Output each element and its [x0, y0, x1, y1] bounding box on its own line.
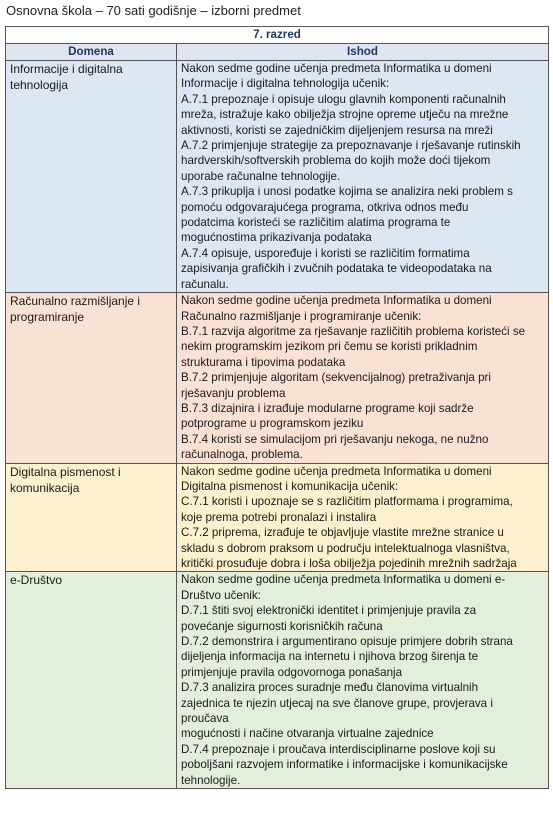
table-row: [6, 572, 549, 789]
grade-row: [6, 27, 549, 44]
outcome-line: rješavanju problema: [181, 386, 286, 400]
outcome-line: Računalno razmišljanje i programiranje učenik:: [181, 309, 422, 323]
column-header-outcome: Ishod: [177, 44, 549, 61]
curriculum-table: [5, 26, 549, 789]
outcome-line: A.7.4 opisuje, uspoređuje i koristi se različitim formatima: [181, 246, 470, 260]
grade-label: 7. razred: [6, 27, 549, 44]
outcome-line: zajednica te njezin utjecaj na sve članove grupe, provjerava i: [181, 696, 493, 710]
outcome-line: mogućnostima prikazivanja podataka: [181, 231, 372, 245]
outcome-line: proučava: [181, 712, 229, 726]
outcome-line: B.7.3 dizajnira i izrađuje modularne programe koji sadrže: [181, 401, 474, 415]
domain-cell: Informacije i digitalna tehnologija: [6, 61, 177, 293]
outcome-line: Nakon sedme godine učenja predmeta Informatika u domeni e-: [181, 573, 506, 587]
table-row: [6, 463, 549, 572]
outcome-line: strukturama i tipovima podataka: [181, 355, 346, 369]
outcome-line: skladu s dobrom praksom u području intelektualnoga vlasništva,: [181, 541, 510, 555]
outcome-line: primjenjuje pravila odgovornoga ponašanja: [181, 665, 403, 679]
outcome-line: računalnoga, problema.: [181, 448, 303, 462]
outcome-line: tehnologije.: [181, 773, 241, 787]
outcome-line: D.7.3 analizira proces suradnje među članovima virtualnih: [181, 681, 479, 695]
outcome-line: C.7.2 priprema, izrađuje te objavljuje vlastite mrežne stranice u: [181, 526, 504, 540]
outcome-line: kritički prosuđuje dobra i loša obilježja pojedinih mrežnih sadržaja: [181, 557, 517, 570]
outcome-line: hardverskih/softverskih problema do kojih može doći tijekom: [181, 154, 491, 168]
outcome-line: aktivnosti, koristi se zajedničkim dijeljenjem resursa na mreži: [181, 123, 493, 137]
outcome-line: zapisivanja grafičkih i zvučnih podataka te videopodataka na: [181, 262, 492, 276]
outcome-line: koje prema potrebi pronalazi i instalira: [181, 510, 377, 524]
outcome-line: B.7.2 primjenjuje algoritam (sekvencijalnog) pretraživanja pri: [181, 371, 491, 385]
outcome-cell: [177, 293, 549, 463]
outcome-line: D.7.4 prepoznaje i proučava interdisciplinarne poslove koji su: [181, 742, 496, 756]
outcome-line: podatcima koristeći se različitim alatima programa te: [181, 216, 451, 230]
outcome-line: poboljšani razvojem informatike i informacijske i komunikacijske: [181, 758, 508, 772]
outcome-line: mreža, istražuje kako obilježja strojne opreme utječu na mrežne: [181, 108, 509, 122]
outcome-line: računalu.: [181, 277, 229, 291]
table-row: [6, 293, 549, 463]
outcome-line: Digitalna pismenost i komunikacija učenik:: [181, 479, 399, 493]
domain-cell: Računalno razmišljanje i programiranje: [6, 293, 177, 463]
outcome-cell: [177, 572, 549, 789]
outcome-line: potprograme u programskom jeziku: [181, 417, 364, 431]
outcome-line: Društvo učenik:: [181, 588, 261, 602]
column-header-row: [6, 44, 549, 61]
outcome-line: povećanje sigurnosti korisničkih računa: [181, 619, 383, 633]
outcome-line: Informacije i digitalna tehnologija učenik:: [181, 77, 390, 91]
outcome-line: pomoću odgovarajućega programa, otkriva odnos među: [181, 200, 469, 214]
outcome-line: C.7.1 koristi i upoznaje se s različitim platformama i programima,: [181, 495, 513, 509]
outcome-line: B.7.4 koristi se simulacijom pri rješavanju nekoga, ne nužno: [181, 432, 489, 446]
outcome-line: dijeljenja informacija na internetu i njihova brzog širenja te: [181, 650, 479, 664]
outcome-line: Nakon sedme godine učenja predmeta Informatika u domeni: [181, 294, 492, 308]
outcome-line: A.7.1 prepoznaje i opisuje ulogu glavnih komponenti računalnih: [181, 92, 506, 106]
outcome-cell: [177, 61, 549, 293]
outcome-line: D.7.2 demonstrira i argumentirano opisuje primjere dobrih strana: [181, 635, 513, 649]
outcome-line: Nakon sedme godine učenja predmeta Informatika u domeni: [181, 464, 492, 478]
outcome-line: B.7.1 razvija algoritme za rješavanje različitih problema koristeći se: [181, 324, 526, 338]
domain-cell: e-Društvo: [6, 572, 177, 789]
domain-cell: Digitalna pismenost i komunikacija: [6, 463, 177, 572]
column-header-domain: Domena: [6, 44, 177, 61]
outcome-line: A.7.2 primjenjuje strategije za prepoznavanje i rješavanje rutinskih: [181, 139, 521, 153]
outcome-line: A.7.3 prikuplja i unosi podatke kojima se analizira neki problem s: [181, 185, 513, 199]
outcome-line: nekim programskim jezikom pri čemu se koristi prikladnim: [181, 340, 478, 354]
outcome-line: mogućnosti i načine otvaranja virtualne zajednice: [181, 727, 434, 741]
outcome-line: D.7.1 štiti svoj elektronički identitet i primjenjuje pravila za: [181, 604, 477, 618]
outcome-line: Nakon sedme godine učenja predmeta Informatika u domeni: [181, 62, 492, 75]
outcome-cell: [177, 463, 549, 572]
outcome-line: uporabe računalne tehnologije.: [181, 169, 341, 183]
table-row: [6, 61, 549, 293]
page-title: Osnovna škola – 70 sati godišnje – izborni predmet: [6, 3, 301, 18]
